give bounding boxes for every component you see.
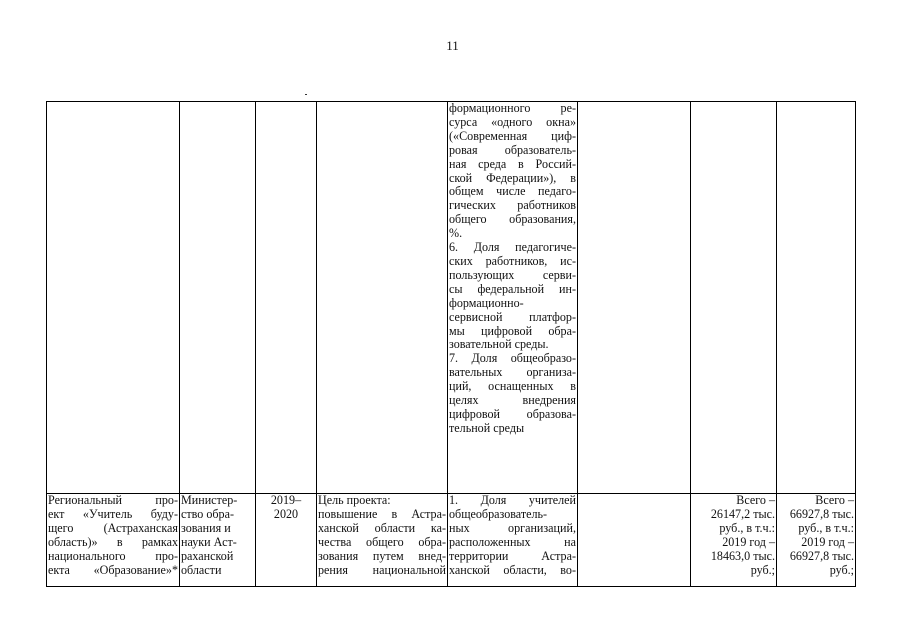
cell-project-name — [47, 494, 180, 587]
text-line: общеобразователь- — [449, 506, 548, 521]
text-line: ровая образователь- — [449, 142, 576, 157]
text-line: Цель проекта: — [318, 493, 391, 507]
text-line: 6. Доля педагогиче- — [449, 240, 576, 255]
cell-period-empty — [256, 102, 317, 494]
text-line: 2019 год – — [722, 534, 775, 549]
text-line: повышение в Астра- — [318, 506, 446, 521]
cell-empty-6b — [578, 494, 691, 587]
table-row-project — [47, 494, 856, 587]
text-line: екта «Образование»* — [48, 562, 178, 577]
goal-text — [318, 494, 446, 577]
text-line: 2019 год – — [801, 534, 854, 549]
text-line: %. — [449, 226, 463, 241]
text-line: общего образования, — [449, 212, 576, 227]
text-line: 66927,8 тыс. — [789, 506, 854, 521]
page-number: 11 — [446, 38, 459, 53]
text-line: общем числе педаго- — [449, 184, 576, 199]
table-row-continuation — [47, 102, 856, 494]
text-line: ная среда в Россий- — [449, 156, 576, 171]
cell-funding-b-empty — [777, 102, 856, 494]
text-line: руб., в т.ч.: — [719, 520, 775, 535]
text-line: мы цифровой обра- — [449, 323, 576, 338]
text-line: 7. Доля общеобразо- — [449, 351, 576, 366]
text-line: Министер- — [181, 493, 238, 507]
text-line: Всего – — [736, 493, 775, 507]
text-line: ских работников, ис- — [449, 253, 576, 268]
text-line: науки Аст- — [181, 534, 237, 549]
cell-empty-6 — [578, 102, 691, 494]
text-line: рения национальной — [318, 562, 446, 577]
text-line: территории Астра- — [449, 548, 576, 563]
text-line: гических работников — [449, 198, 576, 213]
text-line: сы федеральной ин- — [449, 281, 576, 296]
text-line: 2020 — [273, 506, 299, 521]
text-line: 1. Доля учителей — [449, 493, 576, 507]
text-line: 66927,8 тыс. — [789, 548, 854, 563]
cell-executor — [180, 494, 256, 587]
text-line: Региональный про- — [48, 493, 178, 507]
text-line: чества общего обра- — [318, 534, 446, 549]
text-line: сурса «одного окна» — [449, 114, 576, 129]
text-line: раханской — [181, 548, 234, 563]
text-line: тельной среды — [449, 420, 525, 435]
text-line: формационного ре- — [449, 101, 576, 115]
text-line: щего (Астраханская — [48, 520, 178, 535]
text-line: ской Федерации»), в — [449, 170, 576, 185]
text-line: руб., в т.ч.: — [798, 520, 854, 535]
text-line: 26147,2 тыс. — [710, 506, 775, 521]
text-line: ных организаций, — [449, 520, 576, 535]
text-line: зования и — [181, 520, 231, 535]
text-line: зовательной среды. — [449, 337, 549, 352]
project-name-text — [48, 494, 178, 577]
scan-speck — [305, 94, 307, 95]
text-line: область)» в рамках — [48, 534, 178, 549]
text-line: ханской области, во- — [449, 562, 576, 577]
cell-period — [256, 494, 317, 587]
cell-funding-a — [691, 494, 777, 587]
text-line: пользующих серви- — [449, 267, 576, 282]
cell-indicators-continued — [448, 102, 578, 494]
cell-funding-b — [777, 494, 856, 587]
text-line: ект «Учитель буду- — [48, 506, 178, 521]
text-line: вательных организа- — [449, 365, 576, 380]
cell-indicators — [448, 494, 578, 587]
text-line: Всего – — [815, 493, 854, 507]
indicators-text — [449, 494, 576, 577]
text-line: области — [181, 562, 222, 577]
funding-b-text — [778, 494, 854, 577]
text-line: цифровой образова- — [449, 406, 576, 421]
cell-executor-empty — [180, 102, 256, 494]
text-line: руб.; — [750, 562, 775, 577]
text-line: 2019– — [270, 493, 302, 507]
text-line: ций, оснащенных в — [449, 379, 576, 394]
text-line: расположенных на — [449, 534, 576, 549]
text-line: национального про- — [48, 548, 178, 563]
text-line: руб.; — [829, 562, 854, 577]
text-line: целях внедрения — [449, 393, 576, 408]
text-line: зования путем внед- — [318, 548, 446, 563]
text-line: 18463,0 тыс. — [710, 548, 775, 563]
executor-text — [181, 494, 254, 577]
funding-a-text — [692, 494, 775, 577]
indicators-continued-text — [449, 102, 576, 436]
text-line: сервисной платфор- — [449, 309, 576, 324]
text-line: ханской области ка- — [318, 520, 446, 535]
period-text — [257, 494, 315, 522]
cell-goal-empty — [317, 102, 448, 494]
text-line: формационно- — [449, 295, 524, 310]
cell-project-name-empty — [47, 102, 180, 494]
program-table — [46, 101, 856, 587]
text-line: ство обра- — [181, 506, 234, 521]
cell-funding-a-empty — [691, 102, 777, 494]
text-line: («Современная циф- — [449, 128, 576, 143]
cell-goal — [317, 494, 448, 587]
